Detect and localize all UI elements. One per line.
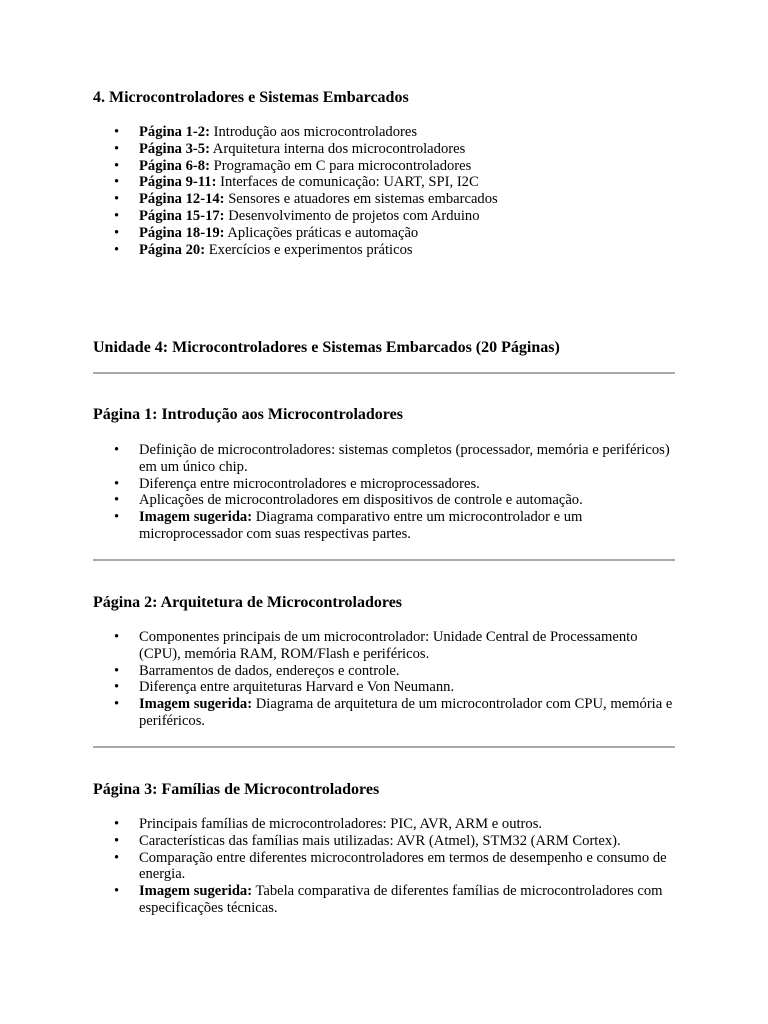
section-title: Página 1: Introdução aos Microcontroladores bbox=[93, 406, 403, 423]
outline-item bbox=[93, 174, 675, 191]
divider bbox=[93, 746, 675, 748]
section-list bbox=[93, 816, 675, 917]
item-text: Diferença entre arquiteturas Harvard e Von Neumann. bbox=[139, 679, 455, 696]
outline-pages: Página 6-8: bbox=[139, 157, 210, 174]
bullet-icon: • bbox=[114, 629, 120, 645]
bullet-icon: • bbox=[114, 191, 120, 208]
bullet-icon: • bbox=[114, 475, 120, 492]
item-text: Comparação entre diferentes microcontroladores em termos de desempenho e consumo de energia. bbox=[139, 849, 667, 883]
outline-text: Arquitetura interna dos microcontroladores bbox=[209, 140, 466, 157]
outline-pages: Página 3-5: bbox=[139, 140, 210, 157]
outline-pages: Página 15-17: bbox=[139, 207, 225, 224]
list-item bbox=[93, 696, 675, 730]
section-list bbox=[93, 629, 675, 730]
bullet-icon: • bbox=[114, 696, 120, 713]
list-item bbox=[93, 509, 675, 543]
outline-text: Exercícios e experimentos práticos bbox=[205, 241, 413, 258]
bullet-icon: • bbox=[114, 832, 120, 849]
item-text: Aplicações de microcontroladores em dispositivos de controle e automação. bbox=[139, 492, 583, 509]
section-title: Página 2: Arquitetura de Microcontroladores bbox=[93, 594, 403, 611]
outline-pages: Página 12-14: bbox=[139, 191, 225, 208]
bullet-icon: • bbox=[114, 492, 120, 509]
bullet-icon: • bbox=[114, 174, 120, 191]
item-text: Definição de microcontroladores: sistemas completos (processador, memória e periféricos) em um único chip. bbox=[139, 442, 670, 475]
outline-item bbox=[93, 124, 675, 141]
outline-pages: Página 9-11: bbox=[139, 174, 217, 191]
item-text: Características das famílias mais utilizadas: AVR (Atmel), STM32 (ARM Cortex). bbox=[139, 832, 621, 849]
list-item bbox=[93, 679, 675, 696]
item-label: Imagem sugerida: bbox=[139, 883, 253, 900]
bullet-icon: • bbox=[114, 442, 120, 458]
bullet-icon: • bbox=[114, 883, 120, 900]
item-label: Imagem sugerida: bbox=[139, 509, 253, 526]
outline-text: Interfaces de comunicação: UART, SPI, I2C bbox=[216, 174, 479, 191]
bullet-icon: • bbox=[114, 207, 120, 224]
outline-item bbox=[93, 225, 675, 242]
outline-pages: Página 1-2: bbox=[139, 124, 210, 140]
outline-item bbox=[93, 208, 675, 225]
list-item bbox=[93, 492, 675, 509]
outline-pages: Página 20: bbox=[139, 241, 206, 258]
list-item bbox=[93, 850, 675, 884]
outline-item bbox=[93, 158, 675, 175]
item-text: Barramentos de dados, endereços e controle. bbox=[139, 662, 400, 679]
bullet-icon: • bbox=[114, 241, 120, 258]
bullet-icon: • bbox=[114, 224, 120, 241]
divider bbox=[93, 372, 675, 374]
list-item bbox=[93, 663, 675, 680]
section-list bbox=[93, 442, 675, 543]
item-text: Diagrama de arquitetura de um microcontrolador com CPU, memória e periféricos. bbox=[139, 696, 673, 729]
bullet-icon: • bbox=[114, 157, 120, 174]
list-item bbox=[93, 883, 675, 917]
outline-text: Sensores e atuadores em sistemas embarcados bbox=[224, 191, 498, 208]
divider bbox=[93, 559, 675, 561]
bullet-icon: • bbox=[114, 679, 120, 696]
item-text: Diagrama comparativo entre um microcontrolador e um microprocessador com suas respectivas partes. bbox=[139, 509, 583, 542]
list-item bbox=[93, 816, 675, 833]
bullet-icon: • bbox=[114, 140, 120, 157]
list-item bbox=[93, 476, 675, 493]
outline-text: Desenvolvimento de projetos com Arduino bbox=[224, 207, 480, 224]
outline-item bbox=[93, 191, 675, 208]
item-text: Componentes principais de um microcontrolador: Unidade Central de Processamento (CPU), memória RAM, ROM/Flash e periféricos. bbox=[139, 629, 638, 662]
outline-text: Introdução aos microcontroladores bbox=[209, 124, 418, 140]
item-text: Tabela comparativa de diferentes famílias de microcontroladores com especificações técnicas. bbox=[139, 883, 663, 916]
list-item bbox=[93, 629, 675, 663]
item-text: Principais famílias de microcontroladores: PIC, AVR, ARM e outros. bbox=[139, 816, 543, 832]
bullet-icon: • bbox=[114, 124, 120, 140]
bullet-icon: • bbox=[114, 849, 120, 866]
item-text: Diferença entre microcontroladores e microprocessadores. bbox=[139, 475, 480, 492]
section-title: Página 3: Famílias de Microcontroladores bbox=[93, 781, 380, 798]
list-item bbox=[93, 442, 675, 476]
list-item bbox=[93, 833, 675, 850]
outline-list bbox=[93, 124, 675, 258]
outline-item bbox=[93, 141, 675, 158]
outline-item bbox=[93, 242, 675, 259]
outline-pages: Página 18-19: bbox=[139, 224, 225, 241]
outline-heading: 4. Microcontroladores e Sistemas Embarcados bbox=[93, 89, 409, 106]
outline-text: Aplicações práticas e automação bbox=[224, 224, 419, 241]
bullet-icon: • bbox=[114, 816, 120, 832]
bullet-icon: • bbox=[114, 509, 120, 526]
item-label: Imagem sugerida: bbox=[139, 696, 253, 713]
bullet-icon: • bbox=[114, 662, 120, 679]
outline-text: Programação em C para microcontroladores bbox=[209, 157, 472, 174]
unit-title: Unidade 4: Microcontroladores e Sistemas Embarcados (20 Páginas) bbox=[93, 339, 560, 356]
